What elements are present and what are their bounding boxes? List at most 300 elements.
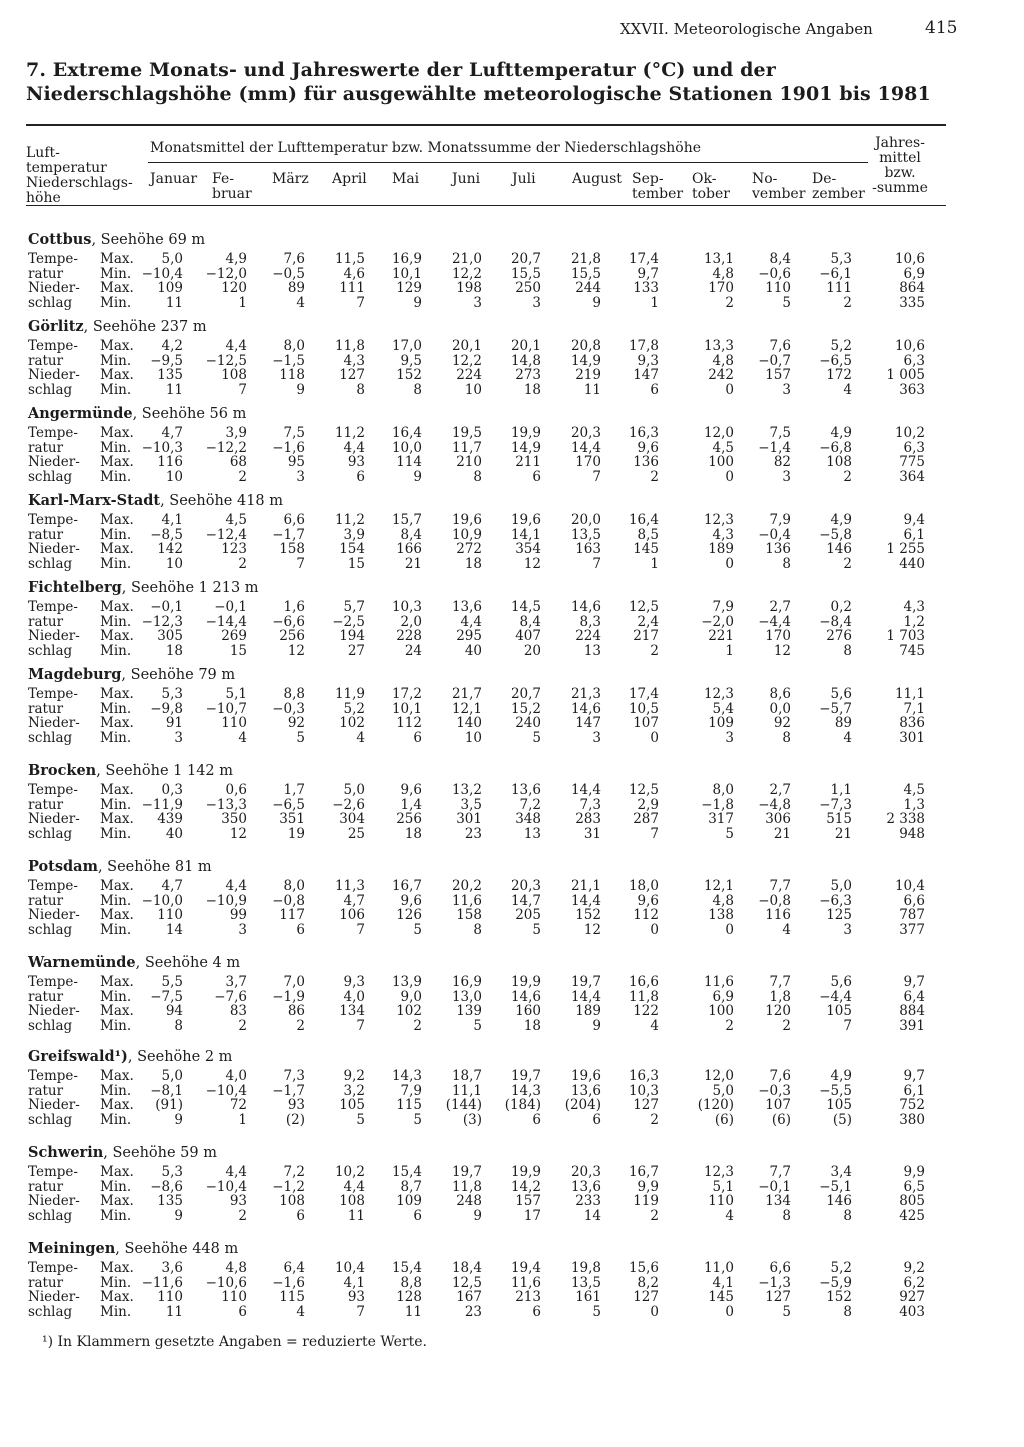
- table-cell: 135: [157, 1193, 183, 1209]
- row-sublabel: Max.: [100, 425, 134, 441]
- table-cell: −4,4: [758, 613, 791, 630]
- table-cell: 1,2: [903, 613, 925, 630]
- table-cell: 7,6: [283, 251, 305, 267]
- table-cell: 95: [287, 454, 305, 470]
- row-sublabel: Max.: [100, 454, 134, 470]
- table-cell: 170: [708, 280, 734, 296]
- table-cell: −0,6: [758, 265, 791, 282]
- table-cell: 7,0: [283, 974, 305, 990]
- table-cell: 19,4: [510, 1260, 541, 1276]
- station-title: [28, 1144, 217, 1161]
- table-cell: 4,4: [460, 613, 482, 630]
- table-cell: −12,4: [205, 526, 247, 543]
- table-cell: 12,2: [451, 265, 482, 282]
- row-sublabel: Min.: [100, 729, 132, 746]
- table-cell: 242: [708, 367, 734, 383]
- table-cell: 2: [650, 1207, 659, 1224]
- table-cell: 109: [396, 1193, 422, 1209]
- table-cell: 0,3: [161, 782, 183, 798]
- table-cell: −1,6: [272, 439, 305, 456]
- table-cell: −5,5: [819, 1082, 852, 1099]
- station-elevation: , Seehöhe 237 m: [83, 319, 207, 335]
- table-cell: 5: [413, 1111, 422, 1128]
- table-cell: 19: [287, 825, 305, 842]
- group-rule: [148, 162, 868, 163]
- table-cell: 15,4: [391, 1164, 422, 1180]
- table-cell: 20,3: [570, 1164, 601, 1180]
- table-cell: 224: [575, 628, 601, 644]
- table-cell: 2,7: [769, 782, 791, 798]
- table-cell: 305: [157, 628, 183, 644]
- table-cell: 5,0: [161, 1068, 183, 1084]
- table-cell: 5,0: [830, 878, 852, 894]
- table-cell: 14,6: [570, 599, 601, 615]
- table-cell: 425: [899, 1207, 925, 1224]
- station-elevation: , Seehöhe 81 m: [97, 859, 212, 875]
- row-sublabel: Max.: [100, 367, 134, 383]
- table-cell: 3,6: [161, 1260, 183, 1276]
- table-cell: 16,4: [628, 512, 659, 528]
- table-cell: 31: [583, 825, 601, 842]
- row-sublabel: Max.: [100, 811, 134, 827]
- table-cell: 7,6: [769, 1068, 791, 1084]
- row-label: schlag: [28, 729, 73, 746]
- table-cell: 5: [782, 1303, 791, 1320]
- table-cell: 301: [899, 729, 925, 746]
- station-name: Warnemünde: [28, 954, 136, 971]
- table-cell: −10,4: [141, 265, 183, 282]
- section-title: XXVII. Meteorologische Angaben: [620, 20, 873, 38]
- table-cell: 16,9: [451, 974, 482, 990]
- table-cell: 10,4: [894, 878, 925, 894]
- table-cell: 133: [633, 280, 659, 296]
- table-cell: 23: [464, 825, 482, 842]
- table-cell: 335: [899, 294, 925, 311]
- table-cell: 210: [456, 454, 482, 470]
- table-cell: 14,3: [510, 1082, 541, 1099]
- table-cell: 4: [238, 729, 247, 746]
- table-cell: 198: [456, 280, 482, 296]
- table-cell: −0,5: [272, 265, 305, 282]
- table-cell: 8,3: [579, 613, 601, 630]
- table-cell: 10,3: [391, 599, 422, 615]
- table-cell: 2: [238, 468, 247, 485]
- station-title: [28, 405, 246, 422]
- table-cell: 4,4: [343, 1178, 365, 1195]
- table-cell: 1: [725, 642, 734, 659]
- table-cell: 127: [633, 1097, 659, 1113]
- table-cell: 6,3: [903, 439, 925, 456]
- table-cell: 16,6: [628, 974, 659, 990]
- station-name: Angermünde: [28, 405, 133, 422]
- table-cell: 18,0: [628, 878, 659, 894]
- table-cell: −0,8: [758, 892, 791, 909]
- table-cell: 19,7: [570, 974, 601, 990]
- table-cell: 9,7: [903, 1068, 925, 1084]
- table-cell: 13,6: [451, 599, 482, 615]
- table-cell: 135: [157, 367, 183, 383]
- table-cell: 10,2: [334, 1164, 365, 1180]
- table-cell: 11,2: [334, 425, 365, 441]
- station-name: Brocken: [28, 762, 97, 779]
- table-cell: 805: [899, 1193, 925, 1209]
- table-cell: 221: [708, 628, 734, 644]
- table-cell: 1 703: [886, 628, 925, 644]
- table-cell: −2,5: [332, 613, 365, 630]
- table-cell: 5: [592, 1303, 601, 1320]
- table-cell: 18: [523, 381, 541, 398]
- table-cell: 158: [456, 907, 482, 923]
- table-cell: 8: [782, 1207, 791, 1224]
- row-sublabel: Max.: [100, 512, 134, 528]
- table-cell: 3: [843, 921, 852, 938]
- table-cell: 110: [221, 715, 247, 731]
- row-sublabel: Max.: [100, 1260, 134, 1276]
- table-cell: 10,6: [894, 338, 925, 354]
- table-cell: 6,1: [903, 1082, 925, 1099]
- table-cell: 20,0: [570, 512, 601, 528]
- table-cell: 3: [296, 468, 305, 485]
- table-cell: 7,9: [712, 599, 734, 615]
- table-cell: 11: [165, 381, 183, 398]
- table-cell: 10,5: [628, 700, 659, 717]
- table-cell: −8,4: [819, 613, 852, 630]
- table-cell: 775: [899, 454, 925, 470]
- table-cell: 6,4: [903, 988, 925, 1005]
- table-cell: 6: [413, 1207, 422, 1224]
- table-cell: 752: [899, 1097, 925, 1113]
- row-label: Tempe-: [28, 338, 78, 354]
- table-cell: (91): [155, 1097, 183, 1113]
- table-cell: 2: [238, 1017, 247, 1034]
- table-cell: 745: [899, 642, 925, 659]
- row-sublabel: Min.: [100, 1017, 132, 1034]
- table-cell: 5,4: [712, 700, 734, 717]
- table-cell: 0: [725, 1303, 734, 1320]
- table-cell: 3: [782, 468, 791, 485]
- table-cell: 213: [515, 1289, 541, 1305]
- table-cell: 5: [532, 729, 541, 746]
- row-sublabel: Max.: [100, 251, 134, 267]
- table-cell: −10,6: [205, 1274, 247, 1291]
- table-cell: 138: [708, 907, 734, 923]
- row-sublabel: Min.: [100, 294, 132, 311]
- table-cell: 2,0: [400, 613, 422, 630]
- table-cell: −1,7: [272, 1082, 305, 1099]
- table-cell: 9,6: [400, 782, 422, 798]
- table-cell: 11,1: [894, 686, 925, 702]
- table-cell: 4,8: [225, 1260, 247, 1276]
- table-cell: 5,2: [830, 338, 852, 354]
- table-cell: 13,0: [451, 988, 482, 1005]
- table-cell: 9: [413, 294, 422, 311]
- row-label: Nieder-: [28, 811, 80, 827]
- table-cell: 7,9: [400, 1082, 422, 1099]
- row-sublabel: Max.: [100, 280, 134, 296]
- table-cell: 11: [165, 294, 183, 311]
- table-cell: 2: [843, 294, 852, 311]
- table-cell: 161: [575, 1289, 601, 1305]
- table-cell: 7: [650, 825, 659, 842]
- table-cell: 233: [575, 1193, 601, 1209]
- table-cell: 7: [296, 555, 305, 572]
- row-label: schlag: [28, 642, 73, 659]
- table-cell: −12,5: [205, 352, 247, 369]
- table-cell: −6,3: [819, 892, 852, 909]
- table-cell: 105: [826, 1097, 852, 1113]
- table-cell: 12,0: [703, 425, 734, 441]
- table-cell: 17,4: [628, 251, 659, 267]
- table-cell: 13,1: [703, 251, 734, 267]
- table-cell: 9,3: [343, 974, 365, 990]
- table-cell: 1: [650, 294, 659, 311]
- table-cell: 16,4: [391, 425, 422, 441]
- table-cell: 205: [515, 907, 541, 923]
- table-cell: (3): [462, 1111, 482, 1128]
- row-sublabel: Max.: [100, 599, 134, 615]
- table-cell: −10,0: [141, 892, 183, 909]
- table-cell: 11,3: [334, 878, 365, 894]
- table-cell: 4,3: [343, 352, 365, 369]
- table-cell: 110: [765, 280, 791, 296]
- table-cell: 100: [708, 1003, 734, 1019]
- row-label: Tempe-: [28, 686, 78, 702]
- table-cell: 1,3: [903, 796, 925, 813]
- table-cell: 1 005: [886, 367, 925, 383]
- month-header: Fe- bruar: [212, 171, 252, 202]
- table-cell: 6: [356, 468, 365, 485]
- table-cell: 219: [575, 367, 601, 383]
- table-cell: 15,5: [570, 265, 601, 282]
- table-cell: 93: [229, 1193, 247, 1209]
- table-cell: 5,0: [161, 251, 183, 267]
- table-cell: 25: [347, 825, 365, 842]
- table-cell: 7: [356, 921, 365, 938]
- table-cell: 3,5: [460, 796, 482, 813]
- table-cell: 3,9: [225, 425, 247, 441]
- row-label: schlag: [28, 825, 73, 842]
- row-label: ratur: [28, 265, 64, 282]
- row-label: ratur: [28, 613, 64, 630]
- first-column-header: Luft- temperatur Niederschlags- höhe: [26, 145, 133, 206]
- table-cell: 2: [782, 1017, 791, 1034]
- station-name: Potsdam: [28, 858, 98, 875]
- month-header: August: [572, 171, 622, 187]
- table-cell: 7,2: [519, 796, 541, 813]
- table-cell: 120: [765, 1003, 791, 1019]
- table-cell: 12,5: [628, 782, 659, 798]
- row-label: schlag: [28, 468, 73, 485]
- table-cell: 140: [456, 715, 482, 731]
- table-cell: 20,1: [510, 338, 541, 354]
- table-cell: 16,3: [628, 425, 659, 441]
- row-label: schlag: [28, 381, 73, 398]
- table-cell: 12,5: [451, 1274, 482, 1291]
- row-label: Tempe-: [28, 1068, 78, 1084]
- row-sublabel: Min.: [100, 381, 132, 398]
- table-cell: 317: [708, 811, 734, 827]
- table-cell: −10,3: [141, 439, 183, 456]
- station-elevation: , Seehöhe 59 m: [103, 1145, 217, 1161]
- table-cell: 407: [515, 628, 541, 644]
- table-cell: 19,7: [451, 1164, 482, 1180]
- month-header: März: [272, 171, 309, 187]
- table-cell: 119: [633, 1193, 659, 1209]
- table-cell: −1,3: [758, 1274, 791, 1291]
- row-label: ratur: [28, 526, 64, 543]
- table-cell: 1,6: [283, 599, 305, 615]
- table-cell: 170: [765, 628, 791, 644]
- table-cell: 5: [725, 825, 734, 842]
- row-label: Tempe-: [28, 599, 78, 615]
- table-cell: 106: [339, 907, 365, 923]
- table-cell: 14,2: [510, 1178, 541, 1195]
- table-cell: −4,8: [758, 796, 791, 813]
- table-cell: 283: [575, 811, 601, 827]
- table-cell: −6,1: [819, 265, 852, 282]
- table-cell: 3: [473, 294, 482, 311]
- table-cell: 163: [575, 541, 601, 557]
- table-cell: 363: [899, 381, 925, 398]
- table-cell: 5,0: [343, 782, 365, 798]
- row-label: Nieder-: [28, 454, 80, 470]
- row-sublabel: Max.: [100, 1289, 134, 1305]
- table-cell: 8,0: [712, 782, 734, 798]
- table-cell: 110: [708, 1193, 734, 1209]
- table-cell: 16,7: [391, 878, 422, 894]
- table-cell: 11,5: [334, 251, 365, 267]
- table-cell: 19,7: [510, 1068, 541, 1084]
- table-cell: 5,3: [161, 686, 183, 702]
- table-cell: 13,3: [703, 338, 734, 354]
- table-cell: 17,4: [628, 686, 659, 702]
- table-cell: 15,7: [391, 512, 422, 528]
- table-cell: 18,4: [451, 1260, 482, 1276]
- table-cell: 256: [279, 628, 305, 644]
- table-cell: 116: [765, 907, 791, 923]
- table-cell: 5,0: [712, 1082, 734, 1099]
- station-name: Magdeburg: [28, 666, 122, 683]
- table-cell: 15: [229, 642, 247, 659]
- table-cell: 7,5: [769, 425, 791, 441]
- table-cell: 9: [592, 294, 601, 311]
- table-cell: 8,0: [283, 338, 305, 354]
- table-cell: 4,5: [903, 782, 925, 798]
- table-cell: 287: [633, 811, 659, 827]
- table-cell: 112: [633, 907, 659, 923]
- table-cell: 11,0: [703, 1260, 734, 1276]
- table-cell: 9,2: [343, 1068, 365, 1084]
- table-cell: 11,7: [451, 439, 482, 456]
- table-cell: 12,5: [628, 599, 659, 615]
- row-label: Nieder-: [28, 1097, 80, 1113]
- table-cell: 107: [765, 1097, 791, 1113]
- month-header: Sep- tember: [632, 171, 684, 202]
- row-sublabel: Min.: [100, 796, 132, 813]
- table-cell: −1,2: [272, 1178, 305, 1195]
- table-cell: 306: [765, 811, 791, 827]
- table-cell: 2: [413, 1017, 422, 1034]
- table-cell: 94: [165, 1003, 183, 1019]
- table-cell: 19,8: [570, 1260, 601, 1276]
- table-cell: 5: [532, 921, 541, 938]
- table-cell: 9,3: [637, 352, 659, 369]
- table-cell: 115: [396, 1097, 422, 1113]
- table-cell: 8,8: [400, 1274, 422, 1291]
- station-title: [28, 318, 207, 335]
- table-cell: −1,4: [758, 439, 791, 456]
- table-cell: 11: [404, 1303, 422, 1320]
- table-cell: 269: [221, 628, 247, 644]
- table-cell: 115: [279, 1289, 305, 1305]
- table-cell: 12: [229, 825, 247, 842]
- table-cell: 92: [287, 715, 305, 731]
- table-cell: 111: [339, 280, 365, 296]
- table-cell: 15: [347, 555, 365, 572]
- table-cell: 884: [899, 1003, 925, 1019]
- table-cell: 4,9: [830, 1068, 852, 1084]
- table-cell: 19,6: [451, 512, 482, 528]
- table-cell: 14,3: [391, 1068, 422, 1084]
- table-cell: 18: [523, 1017, 541, 1034]
- table-cell: 93: [347, 1289, 365, 1305]
- table-cell: 110: [157, 907, 183, 923]
- table-cell: 6,9: [712, 988, 734, 1005]
- table-cell: 2: [725, 294, 734, 311]
- station-elevation: , Seehöhe 418 m: [160, 493, 284, 509]
- table-cell: 118: [279, 367, 305, 383]
- month-header: Juni: [452, 171, 481, 187]
- table-cell: 72: [229, 1097, 247, 1113]
- table-cell: −9,8: [150, 700, 183, 717]
- table-cell: 20,7: [510, 251, 541, 267]
- row-label: schlag: [28, 1111, 73, 1128]
- table-cell: 5: [296, 729, 305, 746]
- table-cell: 14,6: [510, 988, 541, 1005]
- row-label: ratur: [28, 892, 64, 909]
- table-cell: 2: [296, 1017, 305, 1034]
- table-cell: 21,1: [570, 878, 601, 894]
- table-cell: 9,6: [637, 439, 659, 456]
- table-cell: 83: [229, 1003, 247, 1019]
- row-label: Tempe-: [28, 512, 78, 528]
- table-cell: 4: [843, 729, 852, 746]
- station-elevation: , Seehöhe 448 m: [115, 1241, 239, 1257]
- table-cell: 7,9: [769, 512, 791, 528]
- station-title: [28, 762, 233, 779]
- table-cell: 194: [339, 628, 365, 644]
- table-cell: 14: [165, 921, 183, 938]
- table-cell: 82: [773, 454, 791, 470]
- table-cell: 108: [221, 367, 247, 383]
- table-cell: 4,1: [712, 1274, 734, 1291]
- row-sublabel: Max.: [100, 1068, 134, 1084]
- table-cell: 4,8: [712, 892, 734, 909]
- table-cell: 9: [174, 1207, 183, 1224]
- table-cell: 240: [515, 715, 541, 731]
- table-cell: 2: [650, 468, 659, 485]
- table-cell: 15,6: [628, 1260, 659, 1276]
- table-cell: −13,3: [205, 796, 247, 813]
- station-name: Greifswald¹): [28, 1048, 128, 1065]
- row-label: ratur: [28, 439, 64, 456]
- table-cell: −9,5: [150, 352, 183, 369]
- table-cell: 129: [396, 280, 422, 296]
- row-sublabel: Max.: [100, 1097, 134, 1113]
- month-header: No- vember: [752, 171, 806, 202]
- table-cell: 9,7: [637, 265, 659, 282]
- table-cell: 7,3: [283, 1068, 305, 1084]
